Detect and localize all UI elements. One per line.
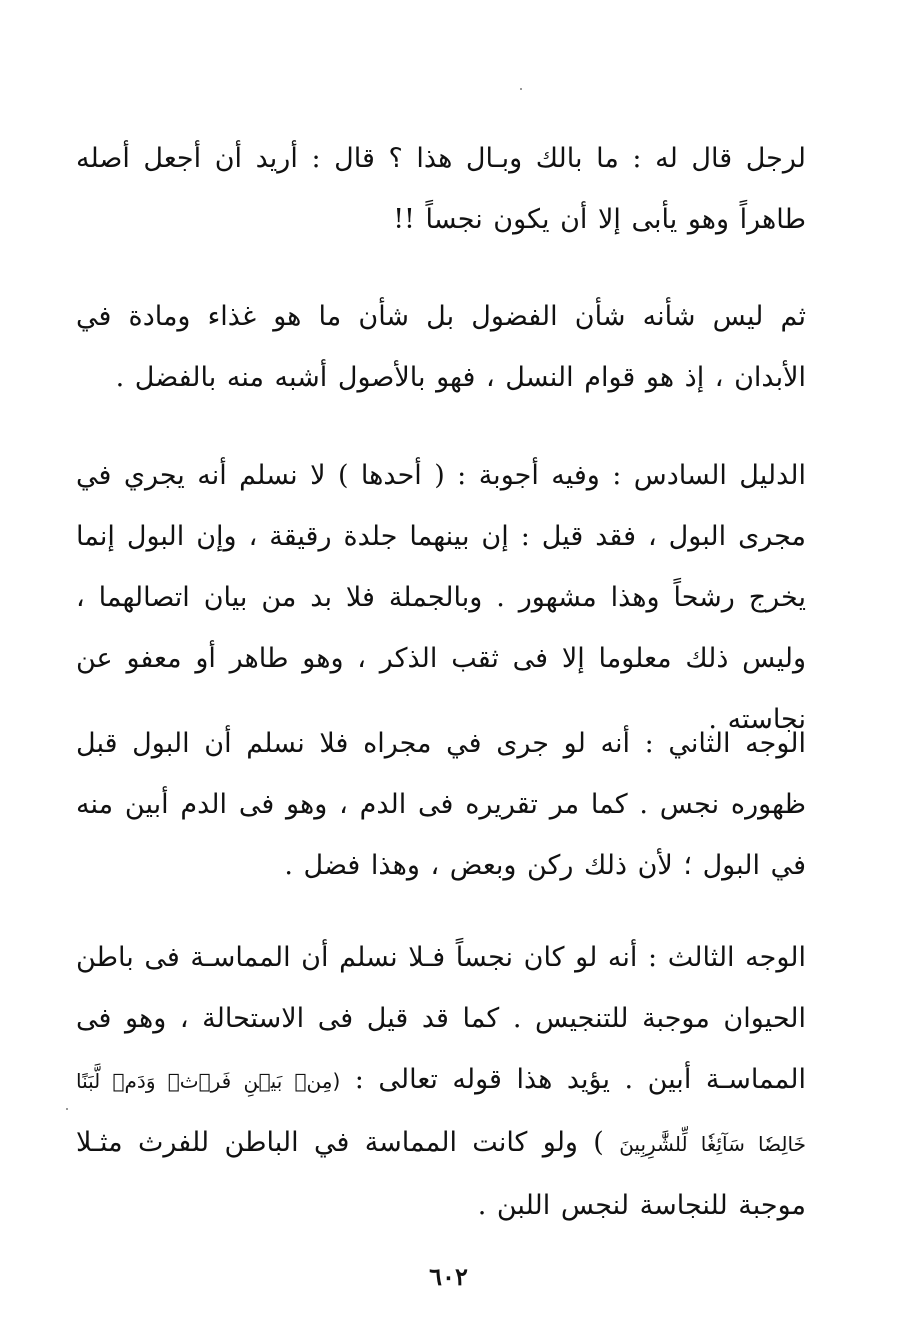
- paragraph-1: لرجل قال له : ما بالك وبـال هذا ؟ قال : أريد أن أجعل أصله طاهراً وهو يأبى إلا أن يكون نجساً !!: [76, 143, 806, 235]
- paragraph-5-text-before: الوجه الثالث : أنه لو كان نجساً فـلا نسلم أن المماسـة فى باطن الحيوان موجبة للتنجيس . كما قد قيل فى الاستحالة ، وهو فى المماسـة أبين . يؤيد هذا قوله تعالى :: [76, 942, 807, 1095]
- scan-speck: [520, 88, 522, 90]
- scan-speck: [66, 1108, 68, 1110]
- paragraph-5-third-aspect: [76, 927, 806, 1236]
- quran-verse: (مِنۢ بَيۡنِ فَرۡثٖ وَدَمٖ لَّبَنًا خَالِصٗا سَآئِغٗا لِّلشَّٰرِبِينَ: [76, 1069, 806, 1156]
- page-number: ٦٠٢: [429, 1262, 468, 1291]
- paragraph-4-second-aspect: الوجه الثاني : أنه لو جرى في مجراه فلا نسلم أن البول قبل ظهوره نجس . كما مر تقريره فى الدم ، وهو فى الدم أبين منه في البول ؛ لأن ذلك ركن وبعض ، وهذا فضل .: [76, 728, 806, 881]
- paragraph-5-text-after: ) ولو كانت المماسة في الباطن للفرث مثـلا موجبة للنجاسة لنجس اللبن .: [76, 1127, 806, 1221]
- paragraph-3-sixth-evidence: الدليل السادس : وفيه أجوبة : ( أحدها ) لا نسلم أنه يجري في مجرى البول ، فقد قيل : إن بينهما جلدة رقيقة ، وإن البول إنما يخرج رشحاً وهذا مشهور . وبالجملة فلا بد من بيان اتصالهما ، وليس ذلك معلوما إلا فى ثقب الذكر ، وهو طاهر أو معفو عن نجاسته .: [76, 460, 806, 735]
- paragraph-2: ثم ليس شأنه شأن الفضول بل شأن ما هو غذاء ومادة في الأبدان ، إذ هو قوام النسل ، فهو بالأصول أشبه منه بالفضل .: [76, 301, 806, 393]
